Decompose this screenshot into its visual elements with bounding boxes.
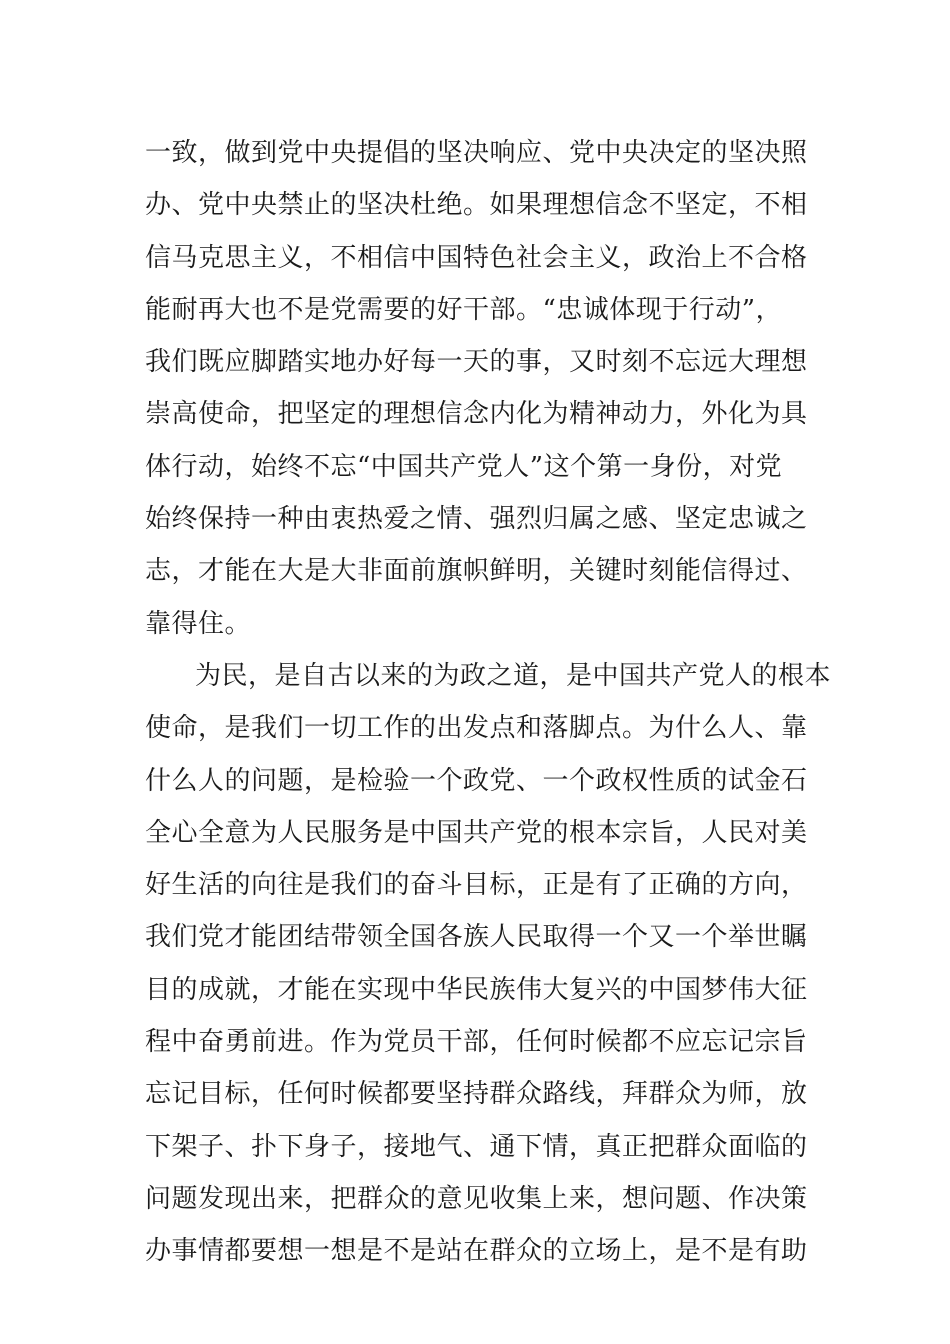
text-line: 好生活的向往是我们的奋斗目标，正是有了正确的方向， xyxy=(145,870,808,901)
text-line: 我们党才能团结带领全国各族人民取得一个又一个举世瞩 xyxy=(145,922,808,953)
text-line: 忘记目标，任何时候都要坚持群众路线，拜群众为师，放 xyxy=(145,1079,808,1110)
text-line: 信马克思主义，不相信中国特色社会主义，政治上不合格 xyxy=(145,242,808,273)
paragraph-start-line: 为民，是自古以来的为政之道，是中国共产党人的根本 xyxy=(195,660,832,691)
text-line: 什么人的问题，是检验一个政党、一个政权性质的试金石 xyxy=(145,765,808,796)
text-line: 使命，是我们一切工作的出发点和落脚点。为什么人、靠 xyxy=(145,713,808,744)
text-line: 体行动，始终不忘“中国共产党人”这个第一身份，对党 xyxy=(145,451,783,482)
text-line: 志，才能在大是大非面前旗帜鲜明，关键时刻能信得过、 xyxy=(145,556,808,587)
text-line: 我们既应脚踏实地办好每一天的事，又时刻不忘远大理想 xyxy=(145,347,808,378)
text-line: 问题发现出来，把群众的意见收集上来，想问题、作决策 xyxy=(145,1183,808,1214)
text-line: 下架子、扑下身子，接地气、通下情，真正把群众面临的 xyxy=(145,1131,808,1162)
body-text xyxy=(145,127,832,1278)
text-line: 能耐再大也不是党需要的好干部。“忠诚体现于行动”， xyxy=(145,294,783,325)
text-line: 始终保持一种由衷热爱之情、强烈归属之感、坚定忠诚之 xyxy=(145,504,808,535)
text-line: 崇高使命，把坚定的理想信念内化为精神动力，外化为具 xyxy=(145,399,808,430)
text-line: 办事情都要想一想是不是站在群众的立场上，是不是有助 xyxy=(145,1236,808,1267)
text-line: 全心全意为人民服务是中国共产党的根本宗旨，人民对美 xyxy=(145,817,808,848)
text-line: 目的成就，才能在实现中华民族伟大复兴的中国梦伟大征 xyxy=(145,974,808,1005)
text-line: 一致，做到党中央提倡的坚决响应、党中央决定的坚决照 xyxy=(145,138,808,168)
text-line: 程中奋勇前进。作为党员干部，任何时候都不应忘记宗旨 xyxy=(145,1027,808,1058)
text-line: 办、党中央禁止的坚决杜绝。如果理想信念不坚定，不相 xyxy=(145,190,808,221)
text-line: 靠得住。 xyxy=(145,608,252,639)
